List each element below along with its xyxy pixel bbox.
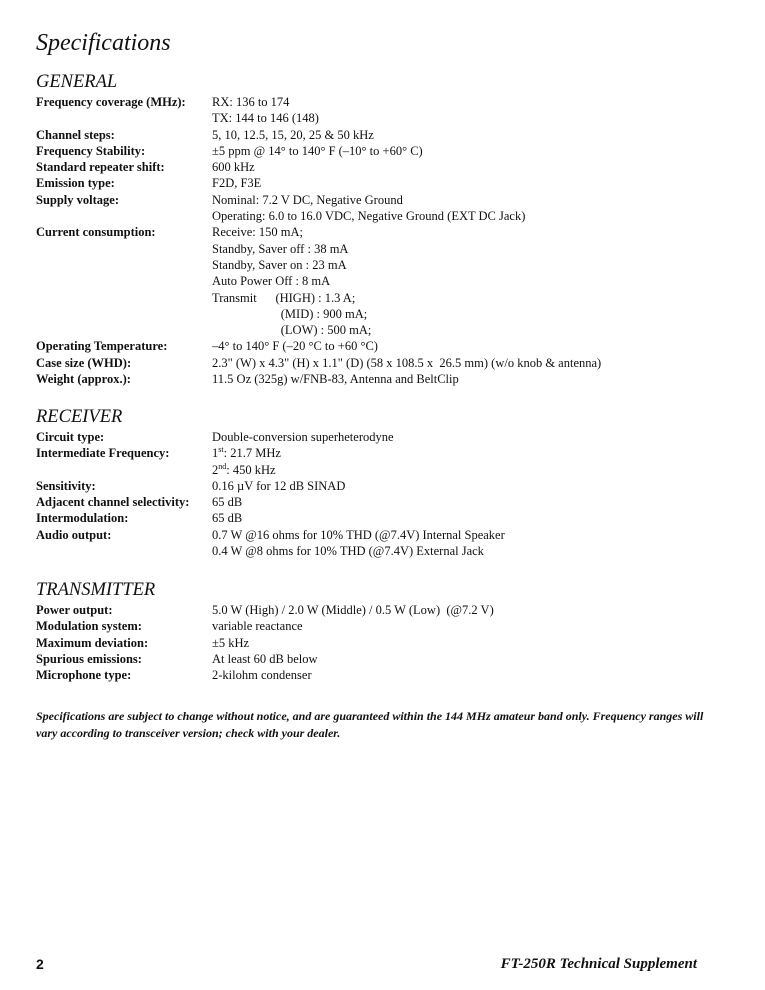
- if-first-ordinal: 1st:: [212, 445, 231, 461]
- spec-row-weight: [36, 371, 736, 387]
- spec-value: 0.7 W @16 ohms for 10% THD (@7.4V) Internal Speaker: [212, 527, 505, 542]
- spec-row-supply-voltage: [36, 192, 736, 225]
- spec-value: 5, 10, 12.5, 15, 20, 25 & 50 kHz: [212, 127, 374, 142]
- spec-row-intermediate-frequency: [36, 445, 736, 478]
- spec-label: Weight (approx.):: [36, 372, 131, 387]
- spec-value: Receive: 150 mA;: [212, 225, 303, 240]
- spec-label: Audio output:: [36, 527, 112, 542]
- section-heading: RECEIVER: [36, 407, 123, 427]
- spec-value: ±5 kHz: [212, 635, 250, 650]
- spec-value: TX: 144 to 146 (148): [212, 111, 319, 126]
- section-heading: TRANSMITTER: [36, 580, 156, 600]
- spec-value: 11.5 Oz (325g) w/FNB-83, Antenna and BeltClip: [212, 372, 459, 387]
- spec-row-sensitivity: [36, 478, 736, 494]
- spec-label: Power output:: [36, 603, 113, 617]
- spec-value: 0.4 W @8 ohms for 10% THD (@7.4V) External Jack: [212, 544, 484, 559]
- spec-row-audio-output: [36, 527, 736, 560]
- spec-row-repeater-shift: [36, 159, 736, 175]
- spec-label: Supply voltage:: [36, 192, 120, 207]
- spec-row-power-output: [36, 602, 736, 618]
- if-second-value: 450 kHz: [232, 462, 276, 477]
- spec-value: (MID) : 900 mA;: [212, 306, 368, 321]
- spec-label: Case size (WHD):: [36, 355, 132, 370]
- spec-value: Auto Power Off : 8 mA: [212, 274, 331, 289]
- spec-value: 65 dB: [212, 495, 243, 510]
- spec-value: [212, 462, 736, 478]
- spec-label: Adjacent channel selectivity:: [36, 495, 190, 510]
- spec-value: ±5 ppm @ 14° to 140° F (–10° to +60° C): [212, 143, 423, 158]
- spec-value: Operating: 6.0 to 16.0 VDC, Negative Ground (EXT DC Jack): [212, 209, 526, 224]
- spec-value: F2D, F3E: [212, 176, 262, 191]
- spec-label: Standard repeater shift:: [36, 160, 165, 175]
- section-receiver: [36, 407, 736, 559]
- spec-row-current-consumption: [36, 224, 736, 338]
- spec-row-adjacent-channel: [36, 494, 736, 510]
- spec-row-maximum-deviation: [36, 635, 736, 651]
- spec-row-modulation-system: [36, 618, 736, 634]
- spec-row-frequency-coverage: [36, 94, 736, 127]
- spec-value: Transmit (HIGH) : 1.3 A;: [212, 290, 356, 305]
- spec-value: RX: 136 to 174: [212, 95, 290, 109]
- spec-label: Circuit type:: [36, 430, 105, 444]
- section-transmitter: [36, 580, 736, 683]
- if-first-value: 21.7 MHz: [230, 446, 281, 461]
- spec-value: –4° to 140° F (–20 °C to +60 °C): [212, 339, 378, 354]
- spec-label: Emission type:: [36, 176, 115, 191]
- specifications-note: Specifications are subject to change without notice, and are guaranteed within the 144 MHz amateur band only. Frequency ranges will vary according to transceiver version; check with your dealer.: [36, 709, 704, 740]
- section-heading: GENERAL: [36, 72, 118, 92]
- page-number: 2: [36, 956, 44, 972]
- spec-value: (LOW) : 500 mA;: [212, 323, 372, 338]
- document-title: FT-250R Technical Supplement: [500, 956, 697, 972]
- spec-row-spurious-emissions: [36, 651, 736, 667]
- spec-label: Operating Temperature:: [36, 339, 168, 354]
- spec-value: [212, 445, 736, 461]
- spec-label: Sensitivity:: [36, 478, 96, 493]
- spec-value: 2-kilohm condenser: [212, 668, 312, 683]
- spec-row-operating-temperature: [36, 338, 736, 354]
- spec-value: Nominal: 7.2 V DC, Negative Ground: [212, 192, 403, 207]
- spec-row-channel-steps: [36, 127, 736, 143]
- spec-row-frequency-stability: [36, 143, 736, 159]
- spec-label: Microphone type:: [36, 668, 132, 683]
- spec-label: Maximum deviation:: [36, 635, 149, 650]
- spec-value: 5.0 W (High) / 2.0 W (Middle) / 0.5 W (Low) (@7.2 V): [212, 603, 494, 617]
- spec-row-case-size: [36, 355, 736, 371]
- spec-value: 2.3" (W) x 4.3" (H) x 1.1" (D) (58 x 108.5 x 26.5 mm) (w/o knob & antenna): [212, 355, 602, 370]
- spec-label: Modulation system:: [36, 619, 142, 634]
- spec-row-microphone-type: [36, 667, 736, 683]
- spec-value: 600 kHz: [212, 160, 255, 175]
- spec-label: Current consumption:: [36, 225, 156, 240]
- spec-label: Frequency Stability:: [36, 143, 146, 158]
- spec-value: 65 dB: [212, 511, 243, 526]
- spec-row-emission-type: [36, 175, 736, 191]
- spec-value: At least 60 dB below: [212, 651, 318, 666]
- spec-value: Double-conversion superheterodyne: [212, 430, 394, 444]
- spec-value: variable reactance: [212, 619, 303, 634]
- spec-value: 0.16 µV for 12 dB SINAD: [212, 478, 346, 493]
- spec-row-intermodulation: [36, 510, 736, 526]
- spec-label: Channel steps:: [36, 127, 115, 142]
- spec-label: Frequency coverage (MHz):: [36, 95, 186, 109]
- if-second-ordinal: 2nd:: [212, 461, 233, 477]
- spec-label: Intermodulation:: [36, 511, 129, 526]
- spec-label: Spurious emissions:: [36, 651, 142, 666]
- page-title: Specifications: [36, 30, 171, 56]
- spec-value: Standby, Saver on : 23 mA: [212, 257, 347, 272]
- spec-row-circuit-type: [36, 429, 736, 445]
- spec-value: Standby, Saver off : 38 mA: [212, 241, 349, 256]
- section-general: [36, 72, 736, 387]
- spec-label: Intermediate Frequency:: [36, 446, 170, 461]
